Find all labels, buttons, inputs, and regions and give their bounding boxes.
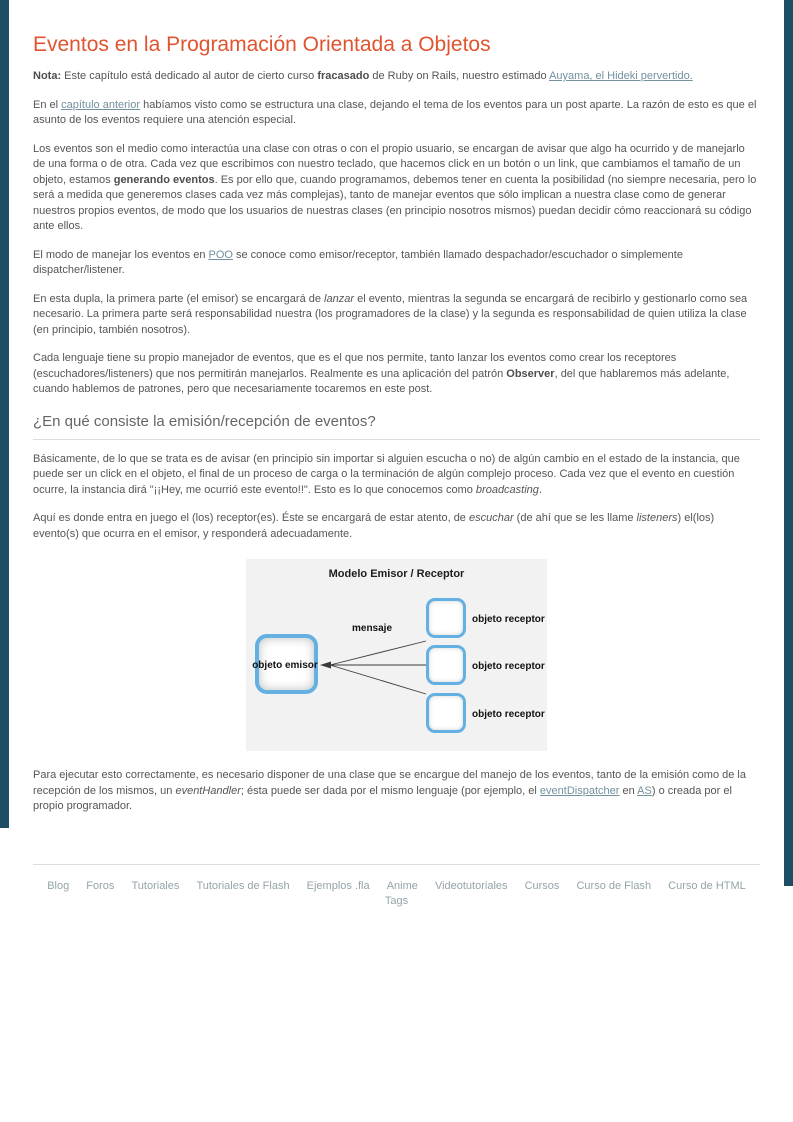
receiver-label: objeto receptor <box>472 614 545 625</box>
text-run: . Es por ello que, cuando programamos, debemos tener en cuenta la posibilidad (no siempre necesaria, pero lo será a medida que generemos clases cada vez más complejas), tanto de manejar eventos que sólo implican a nuestra clase como de generar nuestros propios eventos, de modo que los usuarios de nuestras clases (en principio nosotros mismos) puedan decidir cómo reaccionará su código ante ellos. <box>33 173 757 232</box>
article-content <box>33 0 760 910</box>
text-run: Para ejecutar esto correctamente, es necesario disponer de una clase que se encargue del manejo de los eventos, tanto de la emisión como de la recepción de los mismos, un <box>33 769 746 797</box>
message-label: mensaje <box>352 623 393 634</box>
text-run: se conoce como emisor/receptor, también llamado despachador/escuchador o simplemente dispatcher/listener. <box>33 248 683 276</box>
text-run: Este capítulo está dedicado al autor de cierto curso <box>61 70 318 82</box>
paragraph-dupla <box>33 292 760 339</box>
receiver-box <box>426 598 466 638</box>
receiver-box <box>426 693 466 733</box>
text-run: de Ruby on Rails, nuestro estimado <box>369 70 550 82</box>
bold-generando-eventos: generando eventos <box>113 173 215 186</box>
paragraph-lenguaje <box>33 351 760 398</box>
text-run: Aquí es donde entra en juego el (los) receptor(es). Éste se encargará de estar atento, de <box>33 512 469 524</box>
text-run: en <box>619 784 638 797</box>
italic-eventhandler: eventHandler <box>175 784 241 797</box>
paragraph-modo <box>33 248 760 279</box>
footer-link-tags[interactable]: Tags <box>384 895 409 907</box>
text-run: Los eventos son el medio como interactúa una clase con otras o con el propio usuario, se encargan de avisar que algo ha ocurrido y de manejarlo de una forma o de otra. Cada vez que escribimos con nuestro teclado, que hacemos click en un botón o un link, que cambiamos el tamaño de un objeto, estamos <box>33 142 745 186</box>
bold-observer: Observer <box>506 367 555 380</box>
text-run: Cada lenguaje tiene su propio manejador de eventos, que es el que nos permite, tanto lanzar los eventos como crear los receptores (escuchadores/listeners) que nos permitirán manejarlos. Realmente es una aplicación del patrón <box>33 352 677 380</box>
link-auyama[interactable]: Auyama, el Hideki pervertido. <box>549 70 693 82</box>
italic-listeners: listeners <box>636 512 678 524</box>
paragraph-intro <box>33 98 760 129</box>
bold-fracasado: fracasado <box>317 70 370 82</box>
text-run: (de ahí que se les llame <box>513 512 637 524</box>
footer-link-curso-html[interactable]: Curso de HTML <box>668 879 746 892</box>
receiver-label: objeto receptor <box>472 661 545 672</box>
footer-link-videotutoriales[interactable]: Videotutoriales <box>434 879 508 892</box>
link-as[interactable]: AS <box>637 784 652 797</box>
paragraph-ejecutar <box>33 768 760 815</box>
text-run: ) el(los) evento(s) que ocurra en el emisor, y responderá adecuadamente. <box>33 512 715 540</box>
link-poo[interactable]: POO <box>208 248 233 261</box>
italic-lanzar: lanzar <box>324 292 355 305</box>
text-run: Básicamente, de lo que se trata es de avisar (en principio sin importar si alguien escucha o no) de algún cambio en el estado de la instancia, que puede ser un click en el objeto, el final de un proceso de carga o la terminación de algún complejo proceso. Cada vez que el evento en cuestión ocurre, la instancia dirá "¡¡Hey, me ocurrió este evento!!". Esto es lo que conocemos como <box>33 452 740 496</box>
text-run: En el <box>33 98 62 111</box>
diagram-title: Modelo Emisor / Receptor <box>328 568 465 580</box>
receiver-label: objeto receptor <box>472 709 545 720</box>
text-run: . <box>538 483 542 496</box>
footer-link-tutoriales[interactable]: Tutoriales <box>131 879 180 892</box>
right-edge-bar <box>784 0 793 886</box>
footer-link-tutoriales-flash[interactable]: Tutoriales de Flash <box>196 879 290 892</box>
page-title: Eventos en la Programación Orientada a Objetos <box>33 33 491 56</box>
nota-label: Nota: <box>33 70 62 82</box>
footer-link-anime[interactable]: Anime <box>386 879 418 892</box>
left-edge-bar <box>0 0 9 828</box>
text-run: habíamos visto como se estructura una clase, dejando el tema de los eventos para un post aparte. La razón de esto es que el asunto de los eventos requiere una atención especial. <box>33 98 757 126</box>
arrow-line-top <box>330 641 426 665</box>
receiver-box <box>426 645 466 685</box>
paragraph-receptor <box>33 511 760 542</box>
italic-broadcasting: broadcasting <box>475 483 539 496</box>
paragraph-eventos <box>33 142 760 235</box>
arrow-line-bottom <box>330 665 426 694</box>
emitter-label: objeto emisor <box>252 660 318 671</box>
paragraph-nota <box>33 69 760 85</box>
text-run: En esta dupla, la primera parte (el emisor) se encargará de <box>33 292 325 305</box>
link-eventdispatcher[interactable]: eventDispatcher <box>539 784 620 797</box>
text-run: el evento, mientras la segunda se encargará de recibirlo y gestionarlo como sea necesario. La primera parte será responsabilidad nuestra (los programadores de la clase) y la segunda es responsabilidad de quien utiliza la clase (en principio, también nosotros). <box>33 292 748 336</box>
section-heading: ¿En qué consiste la emisión/recepción de eventos? <box>33 413 760 440</box>
emitter-receiver-diagram <box>246 559 547 751</box>
footer-link-ejemplos-fla[interactable]: Ejemplos .fla <box>306 879 370 892</box>
footer-link-curso-flash[interactable]: Curso de Flash <box>576 879 652 892</box>
footer-link-blog[interactable]: Blog <box>47 879 70 892</box>
italic-escuchar: escuchar <box>468 512 514 524</box>
paragraph-basicamente <box>33 452 760 499</box>
footer-link-foros[interactable]: Foros <box>86 879 115 892</box>
text-run: ; ésta puede ser dada por el mismo lenguaje (por ejemplo, el <box>240 784 540 797</box>
text-run: El modo de manejar los eventos en <box>33 248 209 261</box>
link-capitulo-anterior[interactable]: capítulo anterior <box>61 98 141 111</box>
footer-link-cursos[interactable]: Cursos <box>524 879 560 892</box>
footer-nav <box>33 864 760 910</box>
text-run: ) o creada por el propio programador. <box>33 784 732 812</box>
text-run: , del que hablaremos más adelante, cuando hablemos de patrones, pero que necesariamente tocaremos en este post. <box>33 367 730 395</box>
